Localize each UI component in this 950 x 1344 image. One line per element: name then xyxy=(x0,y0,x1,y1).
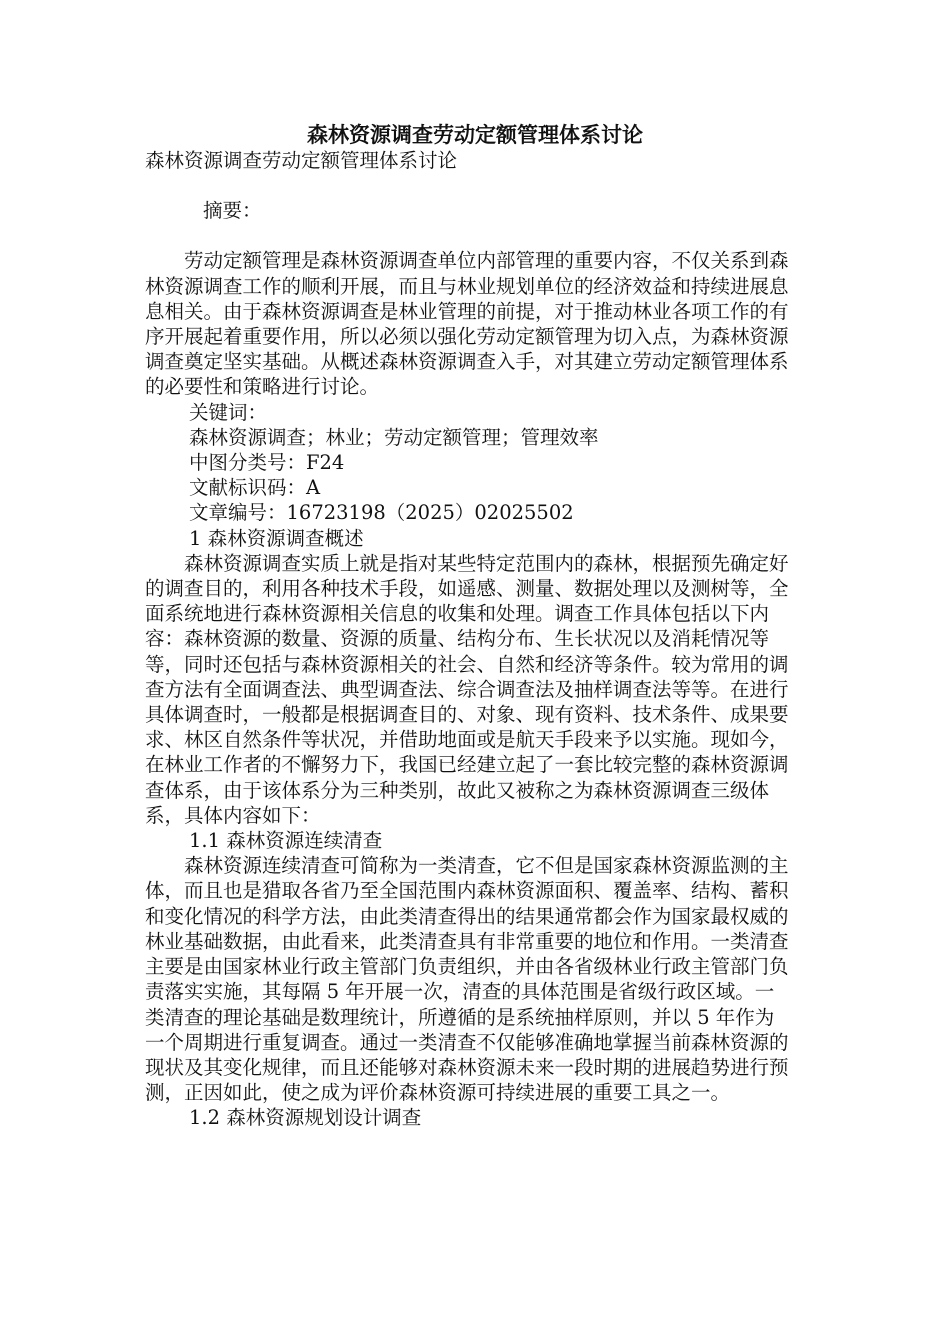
article-number: 文章编号：16723198（2025）02025502 xyxy=(189,501,574,525)
document-code: 文献标识码：A xyxy=(189,476,321,500)
section-1-heading: 1 森林资源调查概述 xyxy=(189,526,364,550)
abstract-label: 摘要： xyxy=(203,199,262,223)
section-1-paragraph: 森林资源调查实质上就是指对某些特定范围内的森林，根据预先确定好的调查目的，利用各种技术手段，如遥感、测量、数据处理以及测树等，全面系统地进行森林资源相关信息的收集和处理。调查工作具体包括以下内容：森林资源的数量、资源的质量、结构分布、生长状况以及消耗情况等等，同时还包括与森林资源相关的社会、自然和经济等条件。较为常用的调查方法有全面调查法、典型调查法、综合调查法及抽样调查法等等。在进行具体调查时，一般都是根据调查目的、对象、现有资料、技术条件、成果要求、林区自然条件等状况，并借助地面或是航天手段来予以实施。现如今，在林业工作者的不懈努力下，我国已经建立起了一套比较完整的森林资源调查体系，由于该体系分为三种类别，故此又被称之为森林资源调查三级体系，具体内容如下： xyxy=(145,551,789,827)
keywords-label: 关键词： xyxy=(189,400,268,424)
document-title: 森林资源调查劳动定额管理体系讨论 xyxy=(307,122,643,147)
clc-number: 中图分类号：F24 xyxy=(189,451,345,475)
document-subtitle: 森林资源调查劳动定额管理体系讨论 xyxy=(145,149,458,172)
section-1-2-heading: 1.2 森林资源规划设计调查 xyxy=(189,1106,422,1130)
document-body xyxy=(145,148,793,1131)
section-1-1-paragraph: 森林资源连续清查可简称为一类清查，它不但是国家森林资源监测的主体，而且也是猎取各省乃至全国范围内森林资源面积、覆盖率、结构、蓄积和变化情况的科学方法，由此类清查得出的结果通常都会作为国家最权威的林业基础数据，由此看来，此类清查具有非常重要的地位和作用。一类清查主要是由国家林业行政主管部门负责组织，并由各省级林业行政主管部门负责落实实施，其每隔 5 年开展一次，清查的具体范围是省级行政区域。一类清查的理论基础是数理统计，所遵循的是系统抽样原则，并以 5 年作为一个周期进行重复调查。通过一类清查不仅能够准确地掌握当前森林资源的现状及其变化规律，而且还能够对森林资源未来一段时期的进展趋势进行预测，正因如此，使之成为评价森林资源可持续进展的重要工具之一。 xyxy=(145,854,789,1105)
abstract-paragraph: 劳动定额管理是森林资源调查单位内部管理的重要内容，不仅关系到森林资源调查工作的顺利开展，而且与林业规划单位的经济效益和持续进展息息相关。由于森林资源调查是林业管理的前提，对于推动林业各项工作的有序开展起着重要作用，所以必须以强化劳动定额管理为切入点，为森林资源调查奠定坚实基础。从概述森林资源调查入手，对其建立劳动定额管理体系的必要性和策略进行讨论。 xyxy=(145,249,789,399)
section-1-1-heading: 1.1 森林资源连续清查 xyxy=(189,829,383,853)
keywords: 森林资源调查；林业；劳动定额管理；管理效率 xyxy=(189,425,599,449)
